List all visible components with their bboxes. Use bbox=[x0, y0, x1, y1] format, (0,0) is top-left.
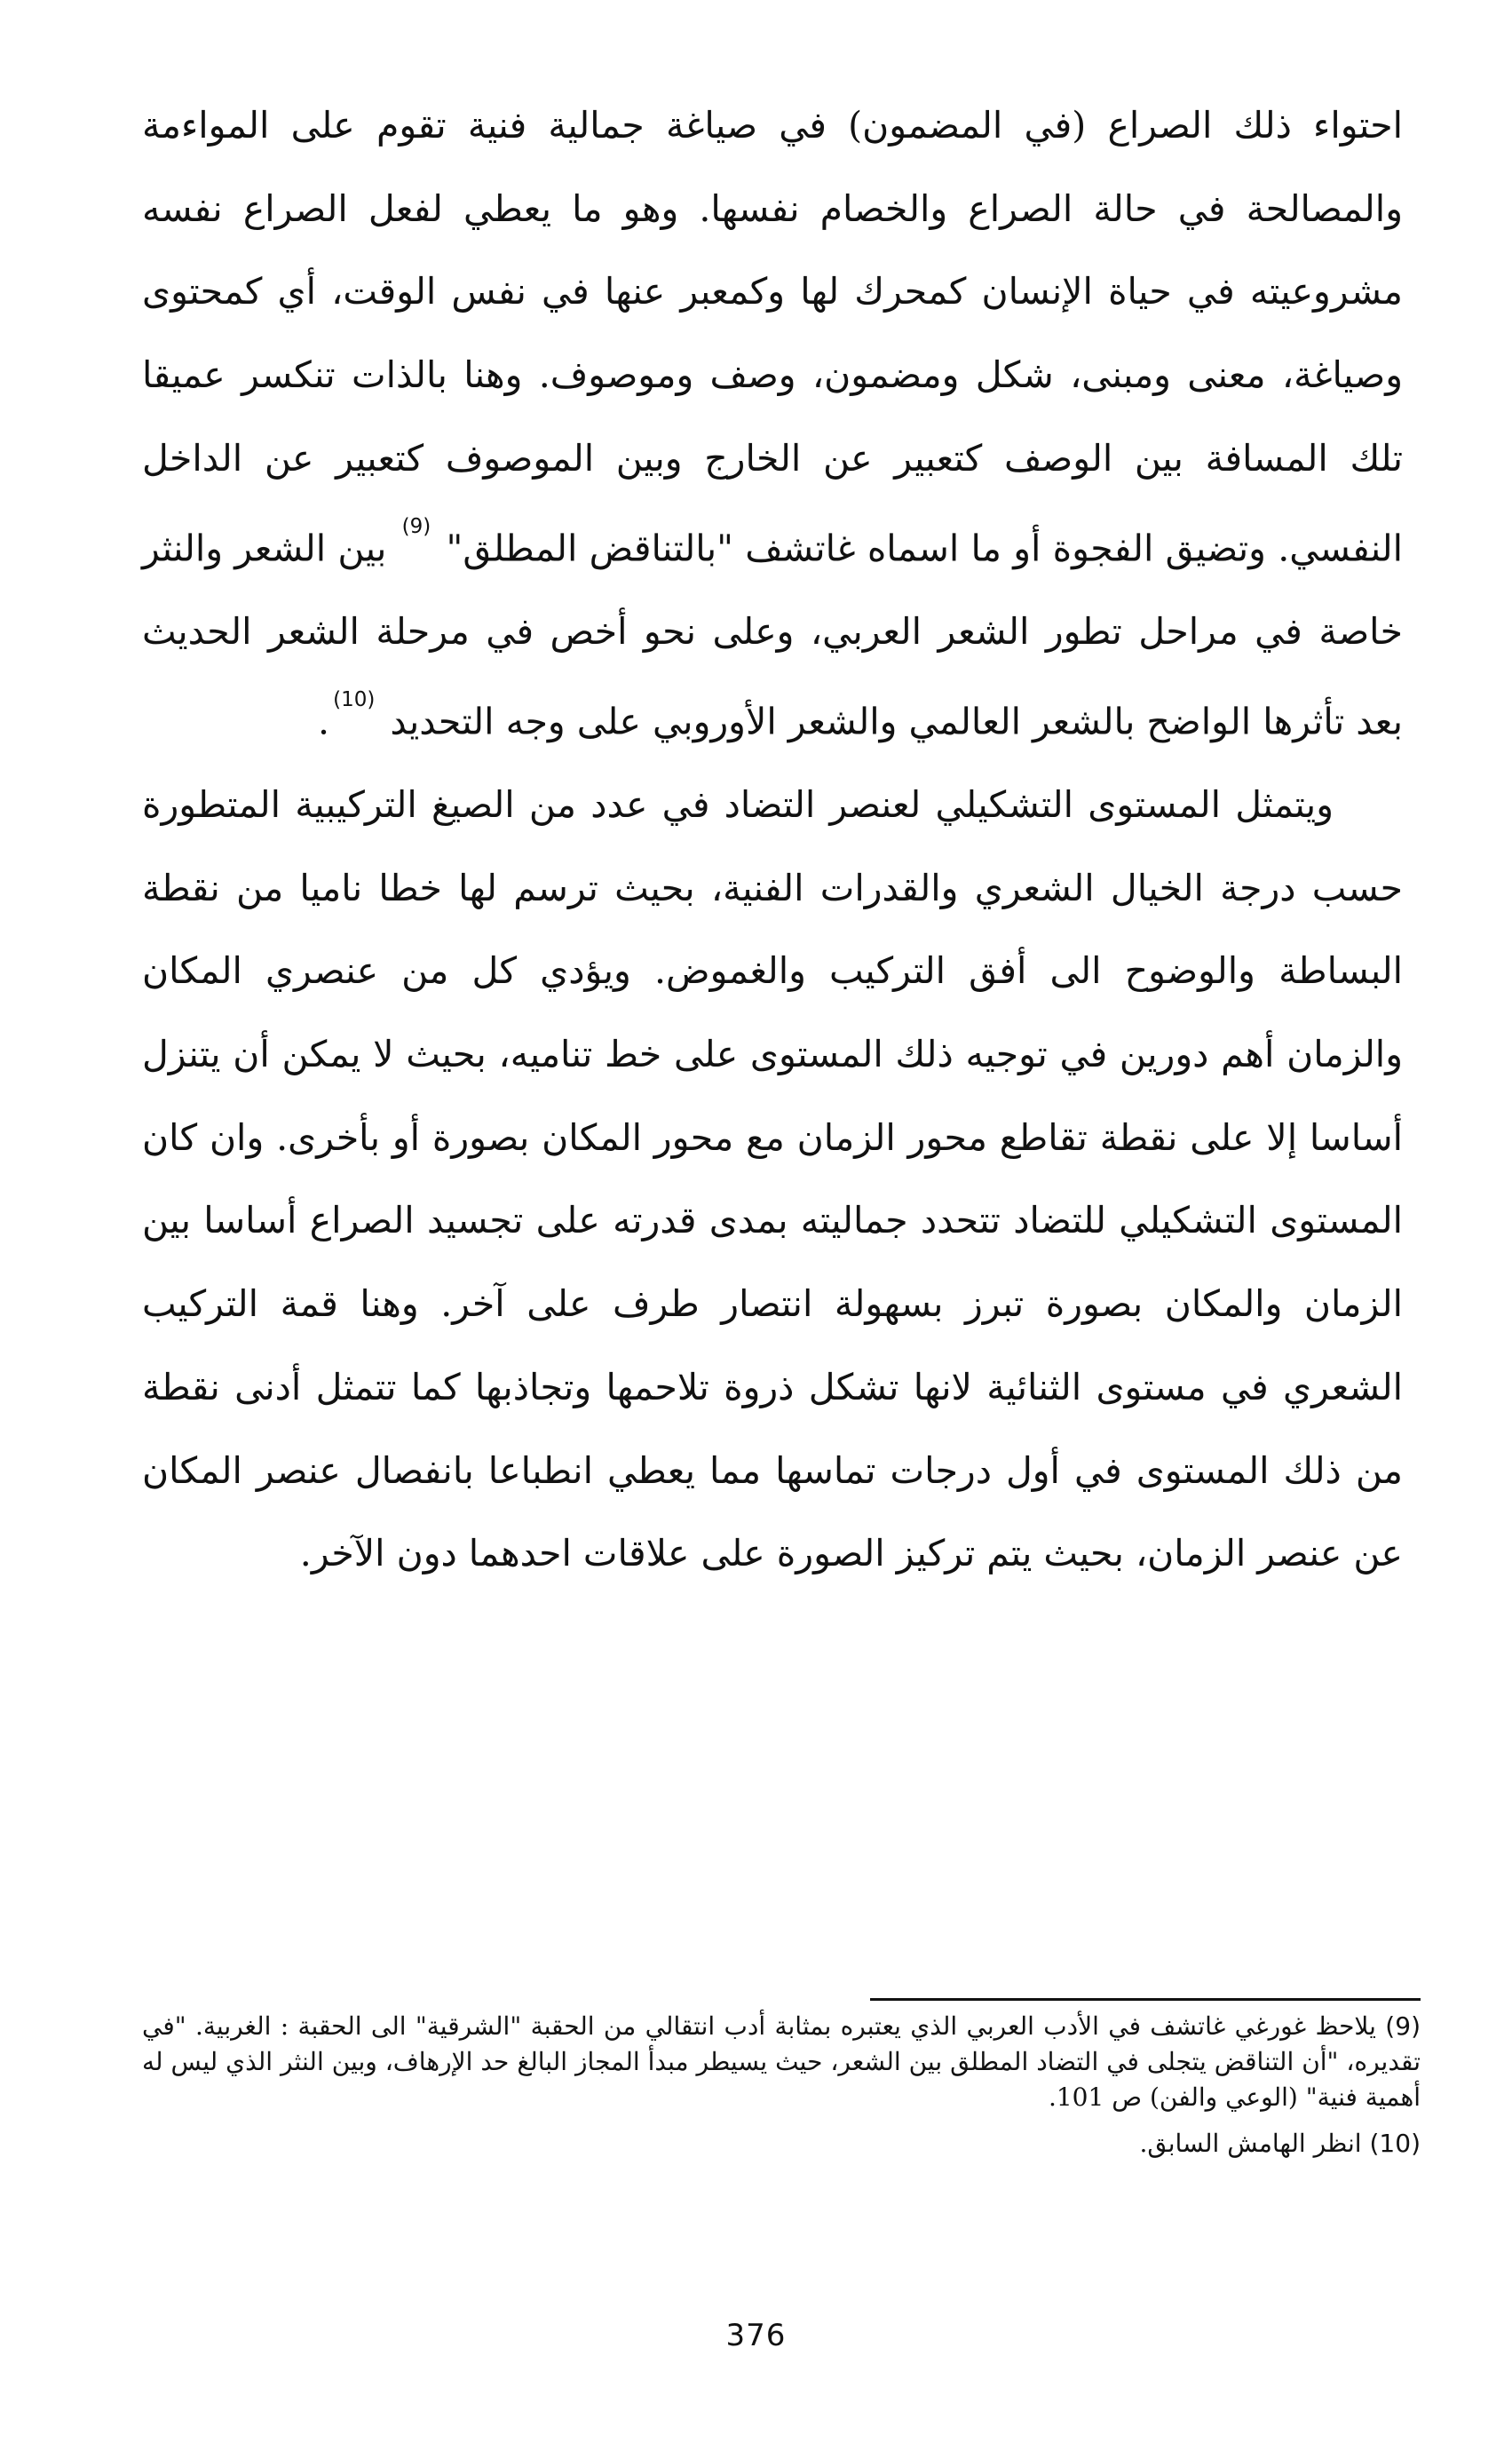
paragraph-text: بين الشعر والنثر خاصة في مراحل تطور الشعر العربي، وعلى نحو أخص في مرحلة الشعر الحديث بعد تأثرها الواضح بالشعر العالمي والشعر الأوروبي على وجه التحديد bbox=[142, 527, 1403, 743]
footnote-text: يلاحظ غورغي غاتشف في الأدب العربي الذي يعتبره بمثابة أدب انتقالي من الحقبة "الشرقية" الى الحقبة : الغربية. "في تقديره، "أن التناقض يتجلى في التضاد المطلق بين الشعر، حيث يسيطر مبدأ المجاز البالغ حد الإرهاف، وبين النثر الذي ليس له أهمية فنية" (الوعي والفن) ص 101. bbox=[142, 2011, 1421, 2112]
footnote-reference: (9) bbox=[401, 514, 431, 538]
paragraph-end-punctuation: . bbox=[318, 700, 330, 743]
paragraph-text: احتواء ذلك الصراع (في المضمون) في صياغة جمالية فنية تقوم على المواءمة والمصالحة في حالة الصراع والخصام نفسها. وهو ما يعطي لفعل الصراع نفسه مشروعيته في حياة الإنسان كمحرك لها وكمعبر عنها في نفس الوقت، أي كمحتوى وصياغة، معنى ومبنى، شكل ومضمون، وصف وموصوف. وهنا بالذات تنكسر عميقا تلك المسافة بين الوصف كتعبير عن الخارج وبين الموصوف كتعبير عن الداخل النفسي. وتضيق الفجوة أو ما اسماه غاتشف "بالتناقض المطلق" bbox=[142, 104, 1403, 570]
footnote-number: (9) bbox=[1385, 2011, 1421, 2041]
page-number: 376 bbox=[725, 2318, 787, 2353]
footnote bbox=[142, 2009, 1421, 2115]
body-text bbox=[142, 84, 1403, 1596]
footnote bbox=[142, 2126, 1421, 2161]
footnote-number: (10) bbox=[1369, 2129, 1421, 2158]
paragraph: ويتمثل المستوى التشكيلي لعنصر التضاد في عدد من الصيغ التركيبية المتطورة حسب درجة الخيال الشعري والقدرات الفنية، بحيث ترسم لها خطا ناميا من نقطة البساطة والوضوح الى أفق التركيب والغموض. ويؤدي كل من عنصري المكان والزمان أهم دورين في توجيه ذلك المستوى على خط تناميه، بحيث لا يمكن أن يتنزل أساسا إلا على نقطة تقاطع محور الزمان مع محور المكان بصورة أو بأخرى. وان كان المستوى التشكيلي للتضاد تتحدد جماليته بمدى قدرته على تجسيد الصراع أساسا بين الزمان والمكان بصورة تبرز بسهولة انتصار طرف على آخر. وهنا قمة التركيب الشعري في مستوى الثنائية لانها تشكل ذروة تلاحمها وتجاذبها كما تتمثل أدنى نقطة من ذلك المستوى في أول درجات تماسها مما يعطي انطباعا بانفصال عنصر المكان عن عنصر الزمان، بحيث يتم تركيز الصورة على علاقات احدهما دون الآخر. bbox=[142, 782, 1403, 1575]
footnotes bbox=[142, 2009, 1421, 2172]
footnote-divider bbox=[870, 1998, 1421, 2001]
footnote-text: انظر الهامش السابق. bbox=[1139, 2129, 1362, 2158]
paragraph bbox=[142, 84, 1403, 764]
footnote-reference: (10) bbox=[333, 687, 376, 711]
